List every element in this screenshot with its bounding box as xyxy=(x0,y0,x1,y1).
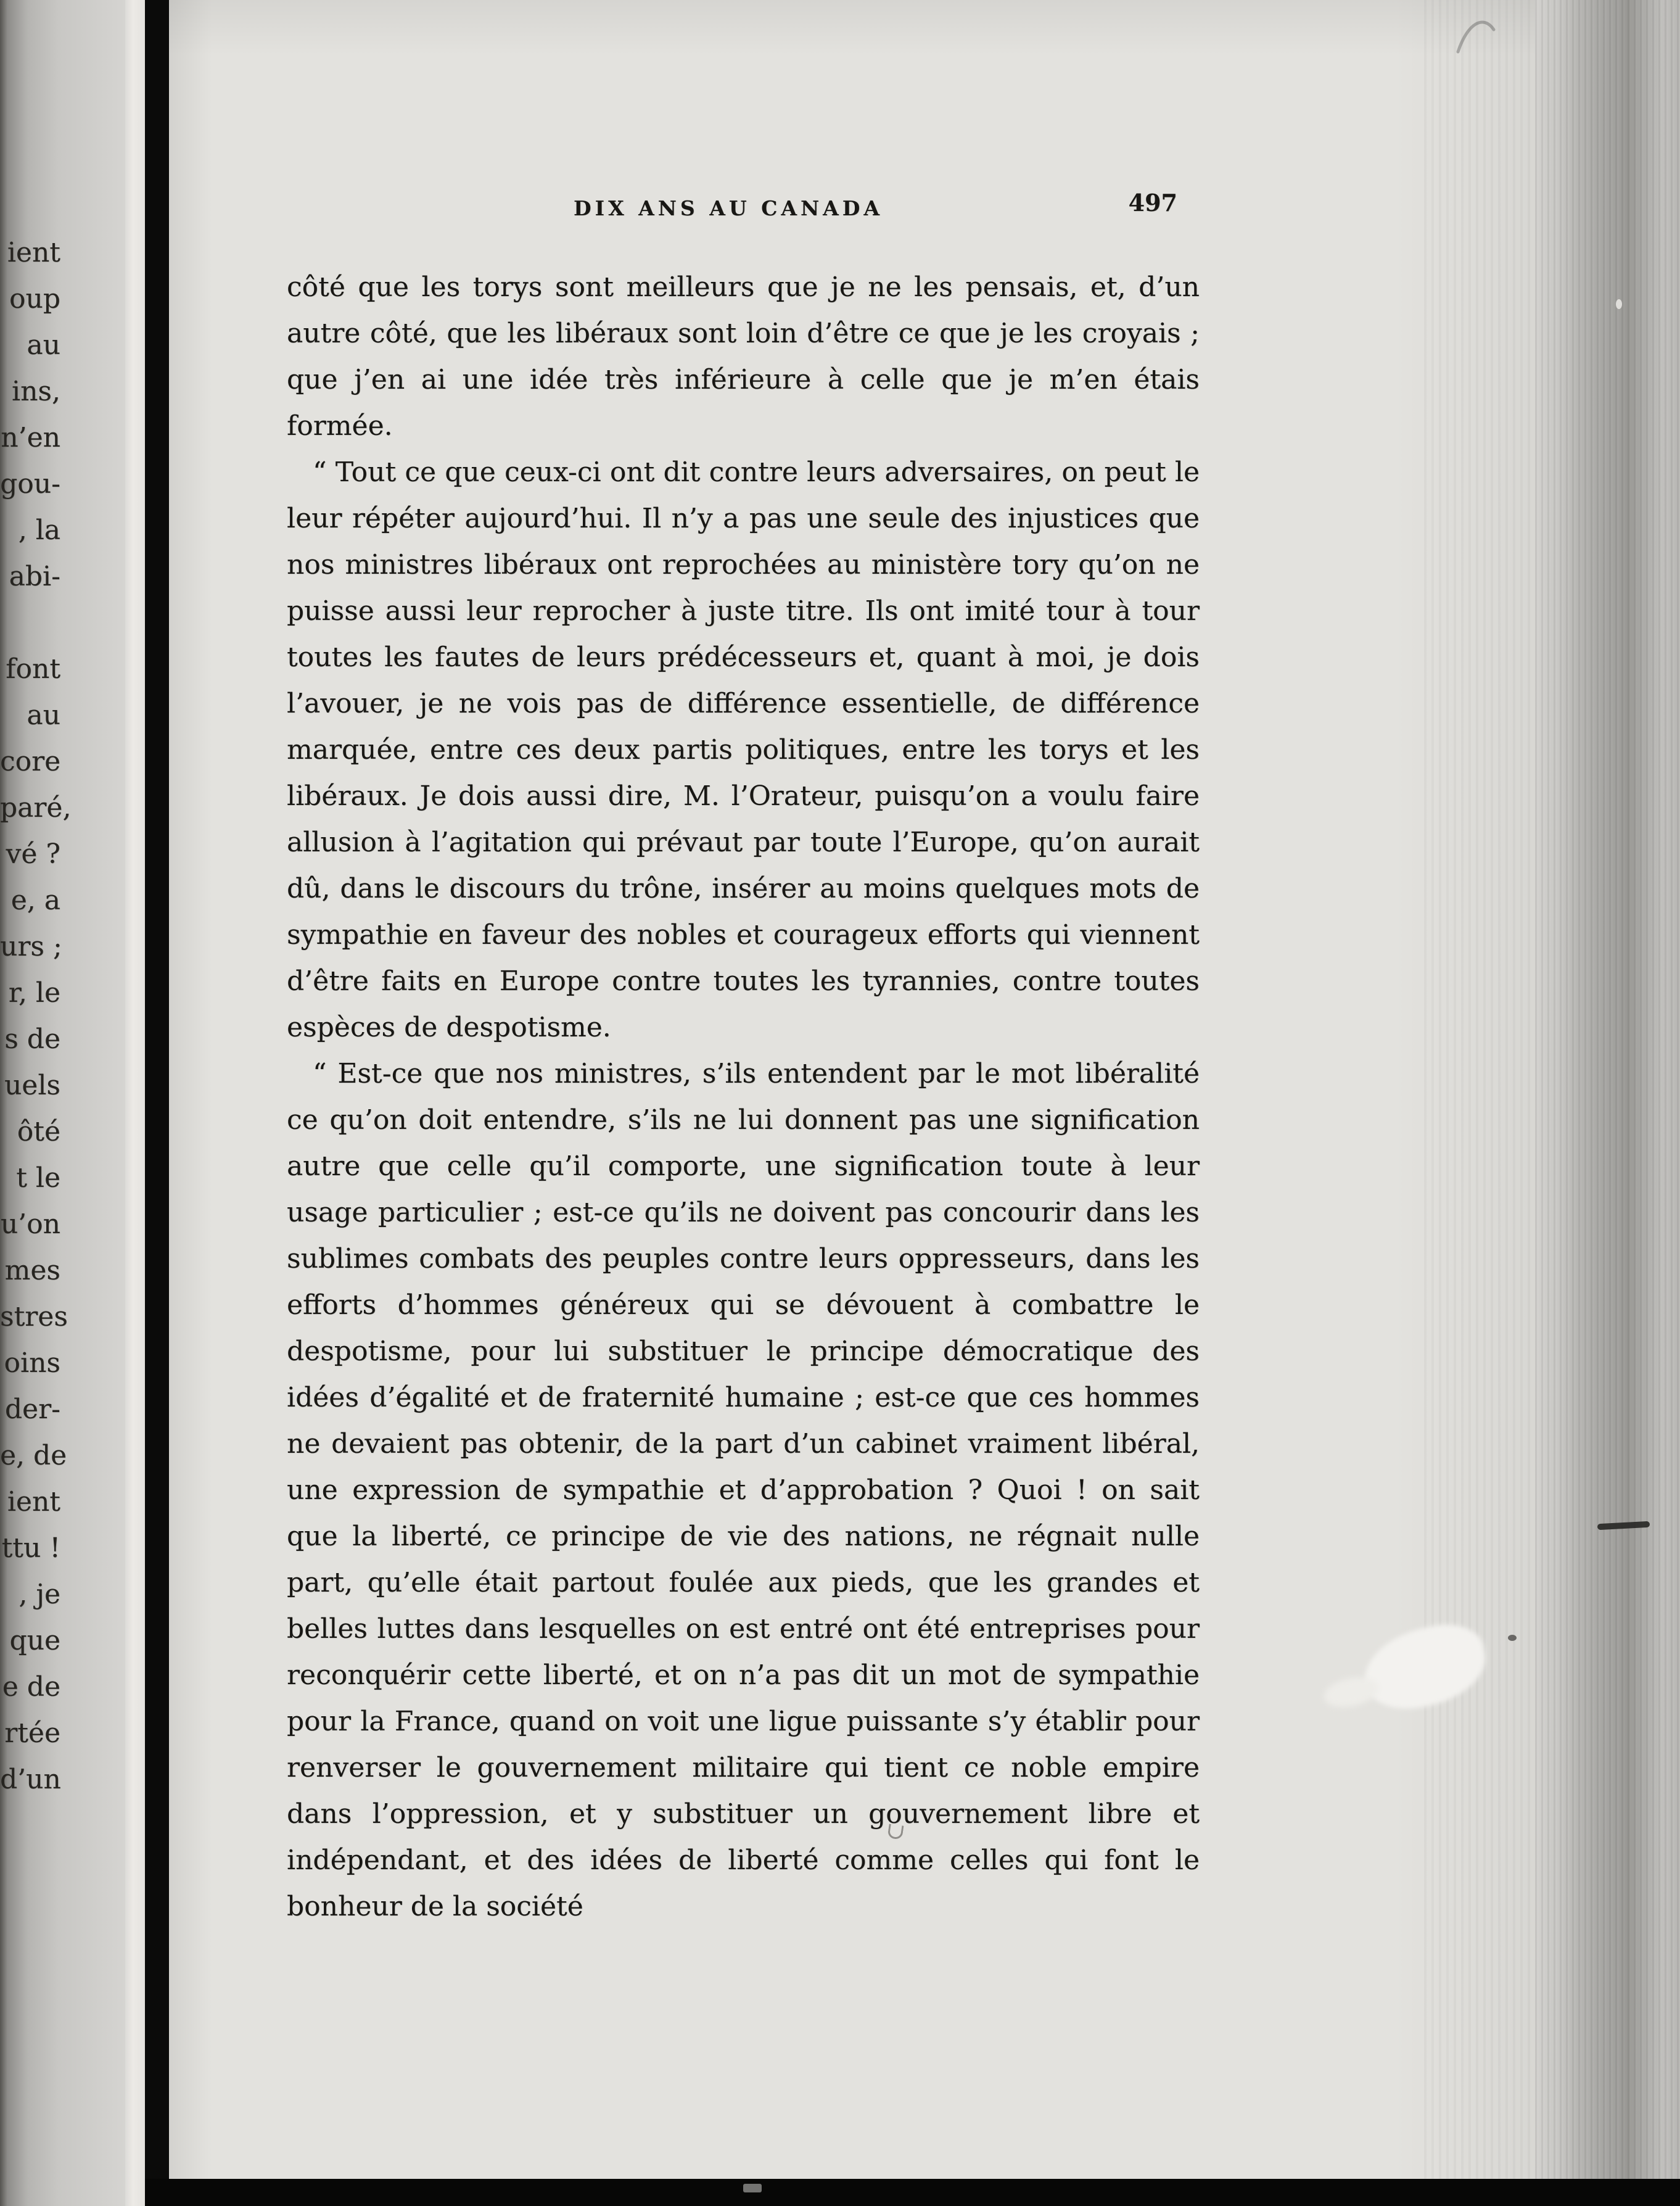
page-curl-texture xyxy=(1424,0,1535,2206)
margin-fragment: e, de xyxy=(0,1440,67,1471)
running-header xyxy=(287,189,1200,232)
margin-fragment: paré, xyxy=(0,792,72,824)
margin-fragment: gou- xyxy=(0,468,60,500)
scan-artifact-bottom-notch xyxy=(743,2184,762,2192)
margin-fragment: stres xyxy=(0,1301,68,1332)
margin-fragment: oins xyxy=(4,1347,60,1379)
margin-fragment: ient xyxy=(7,1486,60,1518)
margin-fragment: u’on xyxy=(0,1208,60,1240)
margin-fragment: , la xyxy=(18,514,60,546)
margin-fragment: der- xyxy=(4,1394,60,1425)
left-page-sliver xyxy=(0,0,125,2206)
bottom-scan-edge xyxy=(145,2179,1680,2206)
margin-fragment: oup xyxy=(9,283,60,315)
margin-fragment: e de xyxy=(2,1671,60,1703)
margin-fragment: ttu ! xyxy=(1,1532,60,1564)
margin-fragment: uels xyxy=(4,1070,60,1101)
margin-fragment: s de xyxy=(4,1023,60,1055)
margin-fragment: au xyxy=(27,329,60,361)
margin-fragment: r, le xyxy=(8,977,60,1009)
margin-fragment: n’en xyxy=(1,422,60,453)
paragraph: “ Tout ce que ceux-ci ont dit contre leurs adversaires, on peut le leur répéter aujourd’hui. Il n’y a pas une seule des injustices que nos ministres libéraux ont reprochées au ministère tory qu’on ne puisse aussi leur reprocher à juste titre. Ils ont imité tour à tour toutes les fautes de leurs prédécesseurs et, quant à moi, je dois l’avouer, je ne vois pas de différence essentielle, de différence marquée, entre ces deux partis politiques, entre les torys et les libéraux. Je dois aussi dire, M. l’Orateur, puisqu’on a voulu faire allusion à l’agitation qui prévaut par toute l’Europe, qu’on aurait dû, dans le discours du trône, insérer au moins quelques mots de sympathie en faveur des nobles et courageux efforts qui viennent d’être faits en Europe contre toutes les tyrannies, contre toutes espèces de despotisme. xyxy=(287,456,1200,1043)
right-page-edge xyxy=(1535,0,1680,2206)
paragraph: “ Est-ce que nos ministres, s’ils entendent par le mot libéralité ce qu’on doit entendre, s’ils ne lui donnent pas une signification autre que celle qu’il comporte, une signification toute à leur usage particulier ; est-ce qu’ils ne doivent pas concourir dans les sublimes combats des peuples contre leurs oppresseurs, dans les efforts d’hommes généreux qui se dévouent à combattre le despotisme, pour lui substituer le principe démocratique des idées d’égalité et de fraternité humaine ; est-ce que ces hommes ne devaient pas obtenir, de la part d’un cabinet vraiment libéral, une expression de sympathie et d’approbation ? Quoi ! on sait que la liberté, ce principe de vie des nations, ne régnait nulle part, qu’elle était partout foulée aux pieds, que les grandes et belles luttes dans lesquelles on est entré ont été entreprises pour reconquérir cette liberté, et on n’a pas dit un mot de sympathie pour la France, quand on voit une ligue puissante s’y établir pour renverser le gouvernement militaire qui tient ce noble empire dans l’oppression, et y substituer un gouvernement libre et indépendant, et des idées de liberté comme celles qui font le bonheur de la société xyxy=(287,1058,1200,1922)
binding-gutter xyxy=(145,0,169,2206)
margin-fragment: t le xyxy=(16,1162,60,1194)
page-edge-highlight xyxy=(125,0,145,2206)
pencil-corner-mark xyxy=(1449,9,1505,64)
body-text xyxy=(287,264,1200,1930)
margin-fragment: que xyxy=(9,1625,60,1656)
margin-fragment: ins, xyxy=(12,376,60,407)
margin-fragment: urs ; xyxy=(0,931,62,962)
margin-fragment: au xyxy=(27,700,60,731)
main-page xyxy=(169,0,1535,2206)
margin-fragment: mes xyxy=(4,1255,60,1286)
margin-fragment: ient xyxy=(7,237,60,268)
scan-artifact-white-speck xyxy=(1616,299,1622,309)
margin-fragment: ôté xyxy=(17,1116,60,1147)
margin-fragment: font xyxy=(6,653,60,685)
margin-fragment: rtée xyxy=(4,1717,60,1749)
margin-fragment: , je xyxy=(19,1579,60,1610)
margin-fragments xyxy=(0,229,72,1803)
margin-fragment: d’un xyxy=(0,1764,61,1795)
margin-fragment xyxy=(0,600,60,646)
margin-fragment: vé ? xyxy=(6,838,60,870)
margin-fragment: abi- xyxy=(9,561,60,592)
scan-artifact-dark-speck xyxy=(1508,1635,1517,1641)
page-title: DIX ANS AU CANADA xyxy=(574,196,883,220)
margin-fragment: e, a xyxy=(10,885,60,916)
page-number: 497 xyxy=(1128,189,1177,217)
margin-fragment: core xyxy=(0,746,61,777)
paragraph: côté que les torys sont meilleurs que je ne les pensais, et, d’un autre côté, que les libéraux sont loin d’être ce que je les croyais ; que j’en ai une idée très inférieure à celle que je m’en étais formée. xyxy=(287,271,1200,442)
